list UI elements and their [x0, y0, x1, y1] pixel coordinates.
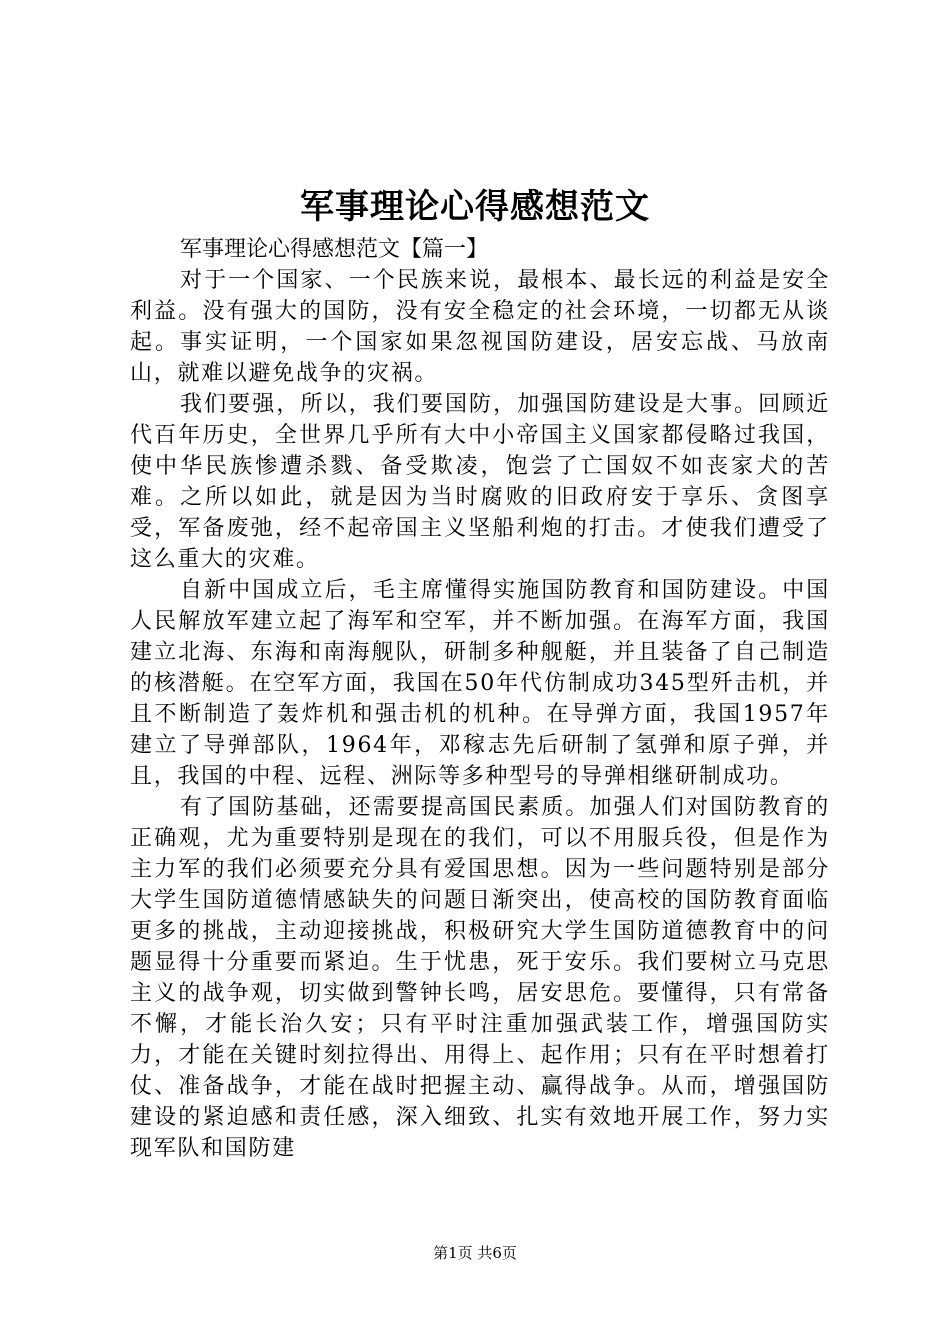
paragraph-1: 对于一个国家、一个民族来说，最根本、最长远的利益是安全利益。没有强大的国防，没有安全稳定的社会环境，一切都无从谈起。事实证明，一个国家如果忽视国防建设，居安忘战、马放南山，就难以避免战争的灾祸。 [130, 268, 830, 386]
document-body [130, 234, 830, 1164]
paragraph-4: 有了国防基础，还需要提高国民素质。加强人们对国防教育的正确观，尤为重要特别是现在的我们，可以不用服兵役，但是作为主力军的我们必须要充分具有爱国思想。因为一些问题特别是部分大学生国防道德情感缺失的问题日渐突出，使高校的国防教育面临更多的挑战，主动迎接挑战，积极研究大学生国防道德教育中的问题显得十分重要而紧迫。生于忧患，死于安乐。我们要树立马克思主义的战争观，切实做到警钟长鸣，居安思危。要懂得，只有常备不懈，才能长治久安；只有平时注重加强武装工作，增强国防实力，才能在关键时刻拉得出、用得上、起作用；只有在平时想着打仗、准备战争，才能在战时把握主动、赢得战争。从而，增强国防建设的紧迫感和责任感，深入细致、扎实有效地开展工作，努力实现军队和国防建 [130, 795, 830, 1161]
section-heading: 军事理论心得感想范文【篇一】 [180, 237, 489, 262]
paragraph-2: 我们要强，所以，我们要国防，加强国防建设是大事。回顾近代百年历史，全世界几乎所有大中小帝国主义国家都侵略过我国，使中华民族惨遭杀戮、备受欺凌，饱尝了亡国奴不如丧家犬的苦难。之所以如此，就是因为当时腐败的旧政府安于享乐、贪图享受，军备废弛，经不起帝国主义坚船利炮的打击。才使我们遭受了这么重大的灾难。 [130, 392, 830, 572]
page-number-footer: 第1页 共6页 [433, 1244, 517, 1262]
document-title: 军事理论心得感想范文 [300, 187, 650, 227]
paragraph-3: 自新中国成立后，毛主席懂得实施国防教育和国防建设。中国人民解放军建立起了海军和空军，并不断加强。在海军方面，我国建立北海、东海和南海舰队，研制多种舰艇，并且装备了自己制造的核潜艇。在空军方面，我国在50年代仿制成功345型歼击机，并且不断制造了轰炸机和强击机的机种。在导弹方面，我国1957年建立了导弹部队，1964年，邓稼志先后研制了氢弹和原子弹，并且，我国的中程、远程、洲际等多种型号的导弹相继研制成功。 [130, 578, 830, 789]
